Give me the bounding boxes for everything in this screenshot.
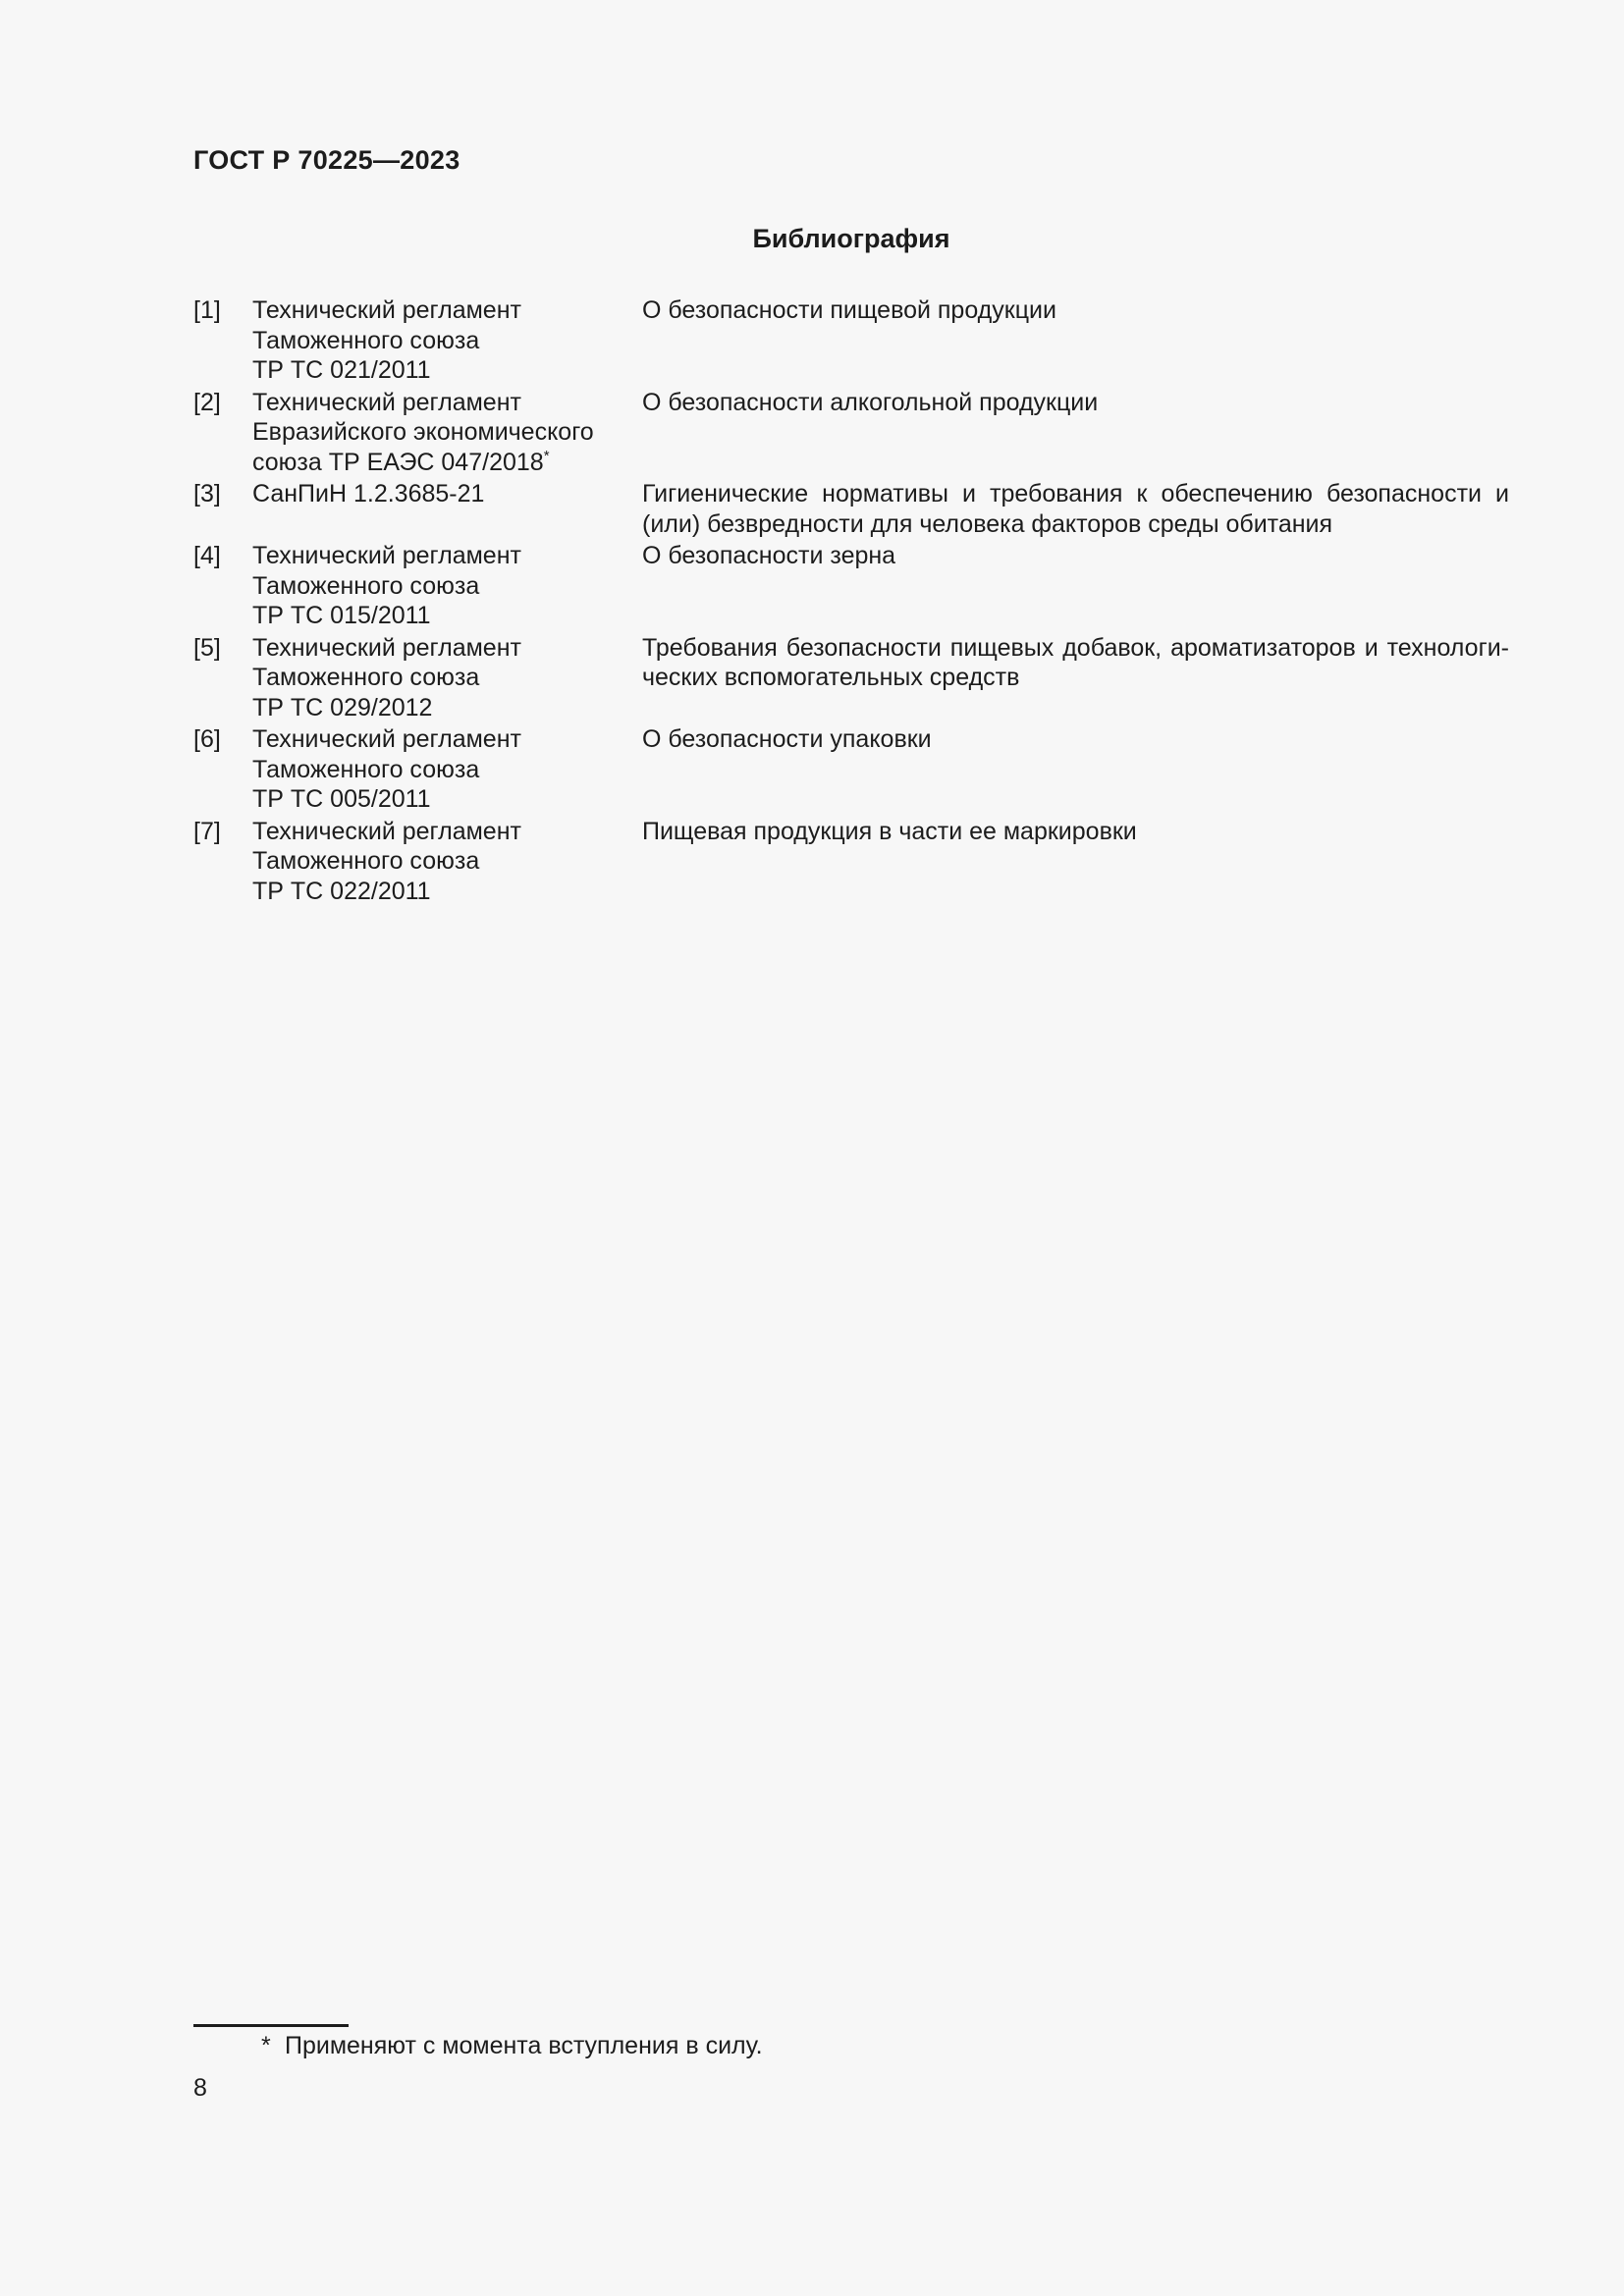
source-line: Технический регламент — [252, 633, 521, 662]
source-line: ТР ТС 005/2011 — [252, 785, 431, 813]
source-line: ТР ТС 021/2011 — [252, 356, 431, 384]
entry-source — [252, 817, 642, 907]
bibliography-entry-4 — [193, 541, 1509, 631]
footnote-text: Применяют с момента вступления в силу. — [285, 2032, 763, 2059]
footnote — [261, 2031, 763, 2060]
entry-title — [642, 724, 1509, 815]
entry-source — [252, 479, 642, 539]
bibliography-list — [193, 295, 1509, 908]
source-line: ТР ТС 022/2011 — [252, 877, 431, 905]
source-line: ТР ТС 029/2012 — [252, 693, 433, 721]
entry-number: [2] — [193, 388, 221, 416]
source-line: Евразийского экономического — [252, 418, 594, 446]
source-line: Технический регламент — [252, 725, 521, 753]
bibliography-entry-6 — [193, 724, 1509, 815]
source-line: Технический регламент — [252, 542, 521, 569]
entry-number: [7] — [193, 817, 221, 845]
footnote-divider — [193, 2024, 349, 2027]
source-line: СанПиН 1.2.3685-21 — [252, 480, 485, 507]
source-line: Таможенного союза — [252, 664, 480, 691]
bibliography-entry-2 — [193, 388, 1509, 478]
entry-number: [3] — [193, 480, 221, 507]
title-line: О безопасности упаковки — [642, 725, 932, 753]
title-line: Гигиенические нормативы и требования к обеспечению безопасности и — [642, 480, 1509, 507]
page-number: 8 — [193, 2074, 207, 2102]
footnote-reference: * — [543, 447, 550, 464]
entry-number: [1] — [193, 296, 221, 324]
section-title: Библиография — [752, 224, 950, 253]
source-line: Технический регламент — [252, 296, 521, 324]
entry-number: [6] — [193, 725, 221, 753]
title-line: О безопасности алкогольной продукции — [642, 388, 1099, 416]
entry-title — [642, 295, 1509, 386]
bibliography-entry-5 — [193, 633, 1509, 723]
title-line: Пищевая продукция в части ее маркировки — [642, 817, 1137, 845]
entry-title — [642, 388, 1509, 478]
document-header: ГОСТ Р 70225—2023 — [193, 145, 460, 175]
title-line: (или) безвредности для человека факторов среды обитания — [642, 509, 1333, 538]
entry-source — [252, 724, 642, 815]
source-line: Таможенного союза — [252, 326, 480, 354]
entry-source — [252, 295, 642, 386]
source-line: Технический регламент — [252, 817, 521, 845]
title-line: Требования безопасности пищевых добавок, ароматизаторов и технологи- — [642, 633, 1509, 662]
source-line: ТР ТС 015/2011 — [252, 602, 431, 629]
entry-title — [642, 541, 1509, 631]
source-line: Технический регламент — [252, 388, 521, 416]
bibliography-entry-1 — [193, 295, 1509, 386]
entry-source — [252, 541, 642, 631]
source-line: Таможенного союза — [252, 847, 480, 875]
source-line: Таможенного союза — [252, 571, 480, 600]
source-line: союза ТР ЕАЭС 047/2018 — [252, 448, 544, 476]
entry-title — [642, 633, 1509, 723]
entry-number: [4] — [193, 542, 221, 569]
entry-number: [5] — [193, 633, 221, 662]
title-line: О безопасности зерна — [642, 542, 896, 569]
entry-source — [252, 633, 642, 723]
bibliography-entry-7 — [193, 817, 1509, 907]
source-line-with-footnote — [252, 448, 642, 478]
footnote-mark: * — [261, 2032, 271, 2059]
entry-title — [642, 479, 1509, 539]
title-line: ческих вспомогательных средств — [642, 664, 1020, 691]
entry-title — [642, 817, 1509, 907]
bibliography-entry-3 — [193, 479, 1509, 539]
entry-source — [252, 388, 642, 478]
source-line: Таможенного союза — [252, 755, 480, 783]
title-line: О безопасности пищевой продукции — [642, 296, 1056, 324]
